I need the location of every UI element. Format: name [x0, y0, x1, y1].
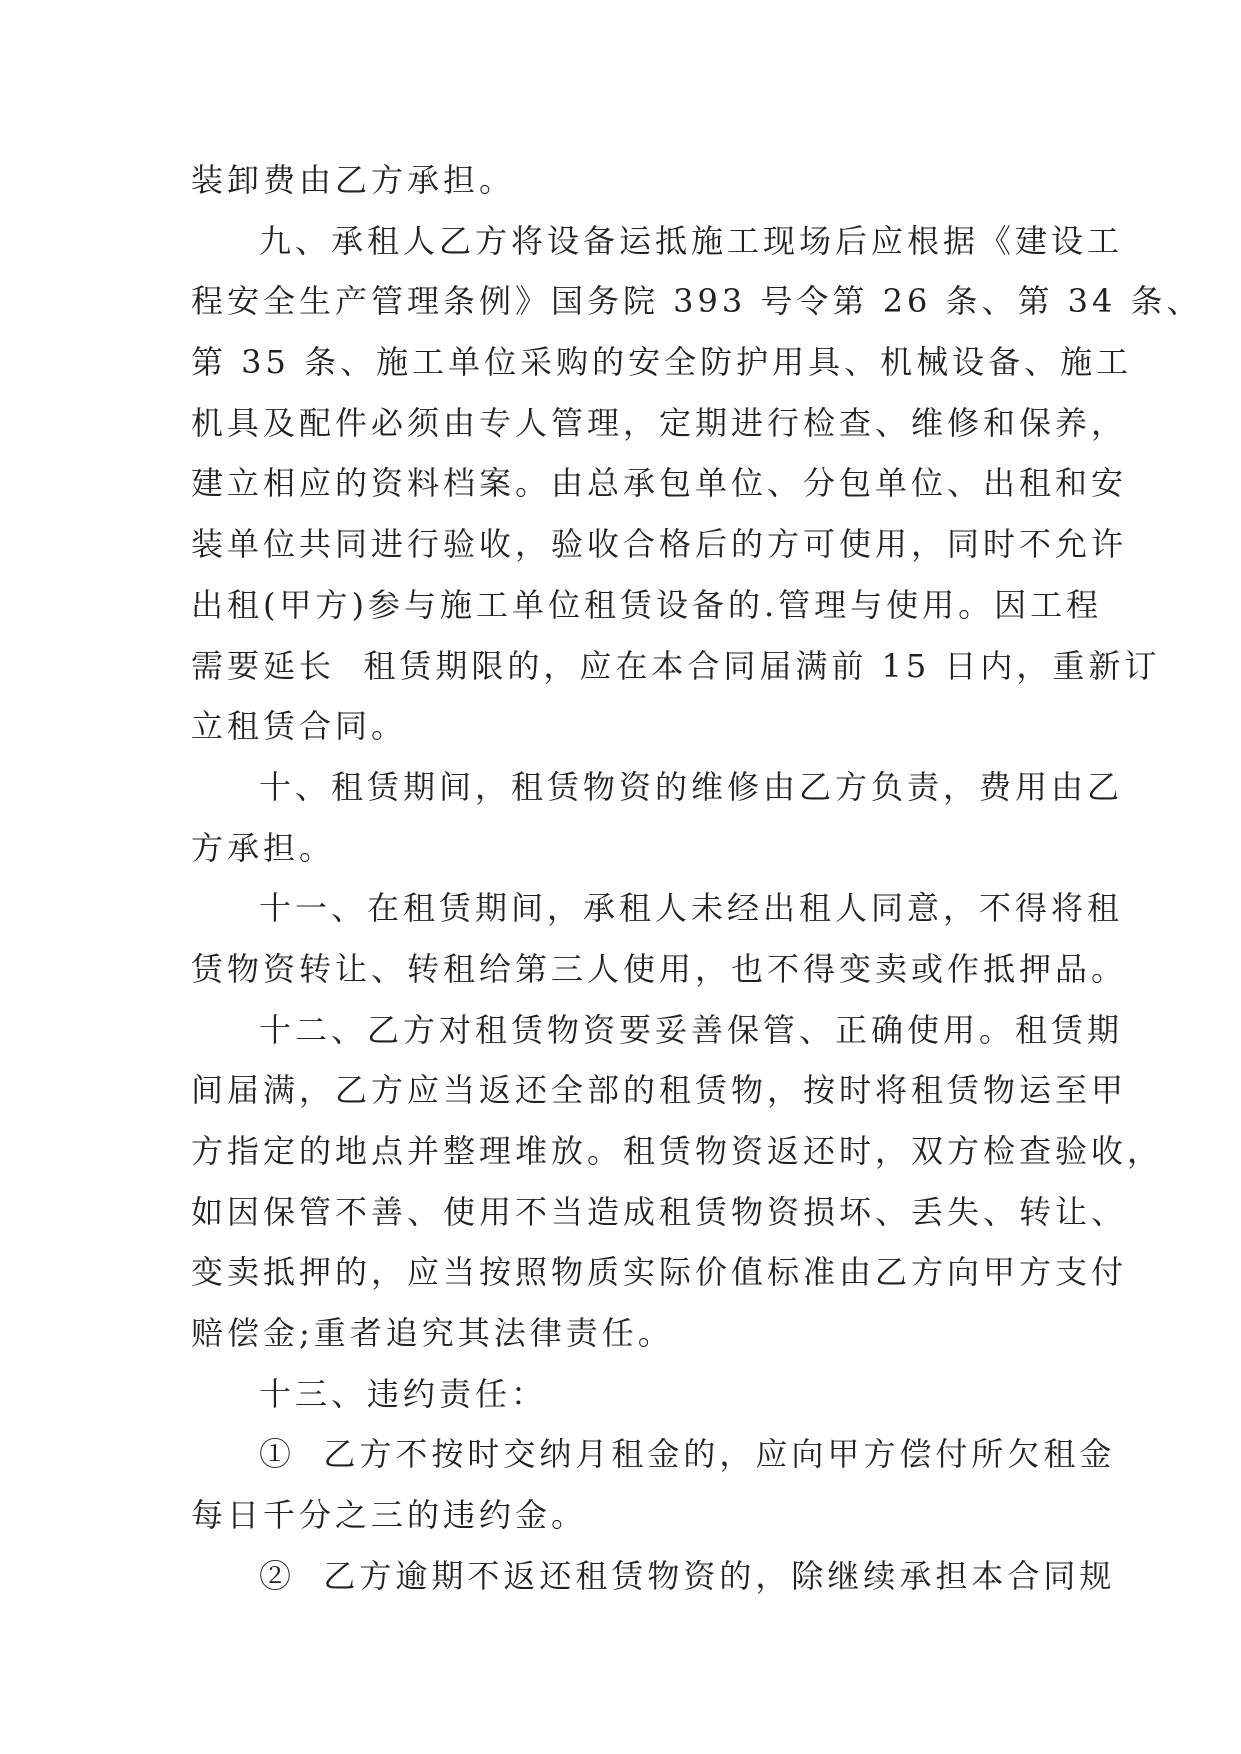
text-line: 间届满，乙方应当返还全部的租赁物，按时将租赁物运至甲: [191, 1071, 1128, 1110]
text-line: 立租赁合同。: [191, 707, 408, 746]
contract-body-text: [191, 150, 1203, 1607]
text-line: 十、租赁期间，租赁物资的维修由乙方负责，费用由乙: [259, 767, 1124, 806]
text-line: ① 乙方不按时交纳月租金的，应向甲方偿付所欠租金: [259, 1435, 1116, 1474]
text-line: 赁物资转让、转租给第三人使用，也不得变卖或作抵押品。: [191, 949, 1128, 988]
text-line: 第 35 条、施工单位采购的安全防护用具、机械设备、施工: [191, 343, 1133, 382]
text-line: 程安全生产管理条例》国务院 393 号令第 26 条、第 34 条、: [191, 282, 1203, 321]
text-line: 装单位共同进行验收，验收合格后的方可使用，同时不允许: [191, 525, 1128, 564]
text-line: 需要延长 租赁期限的，应在本合同届满前 15 日内，重新订: [191, 646, 1161, 685]
text-line: 每日千分之三的违约金。: [191, 1496, 588, 1535]
text-line: 装卸费由乙方承担。: [191, 161, 516, 199]
text-line: 变卖抵押的，应当按照物质实际价值标准由乙方向甲方支付: [191, 1253, 1128, 1292]
text-line: 机具及配件必须由专人管理，定期进行检查、维修和保养，: [191, 403, 1128, 442]
text-line: ② 乙方逾期不返还租赁物资的，除继续承担本合同规: [259, 1556, 1116, 1595]
text-line: 方承担。: [191, 828, 336, 867]
text-line: 十三、违约责任：: [259, 1374, 548, 1413]
text-line: 出租(甲方)参与施工单位租赁设备的.管理与使用。因工程: [191, 585, 1103, 624]
text-line: 九、承租人乙方将设备运抵施工现场后应根据《建设工: [259, 221, 1124, 260]
text-line: 建立相应的资料档案。由总承包单位、分包单位、出租和安: [191, 464, 1128, 503]
text-line: 方指定的地点并整理堆放。租赁物资返还时，双方检查验收，: [191, 1132, 1164, 1170]
text-line: 赔偿金;重者追究其法律责任。: [191, 1314, 674, 1353]
text-line: 如因保管不善、使用不当造成租赁物资损坏、丢失、转让、: [191, 1192, 1128, 1231]
text-line: 十一、在租赁期间，承租人未经出租人同意，不得将租: [259, 889, 1124, 928]
text-line: 十二、乙方对租赁物资要妥善保管、正确使用。租赁期: [259, 1010, 1124, 1049]
